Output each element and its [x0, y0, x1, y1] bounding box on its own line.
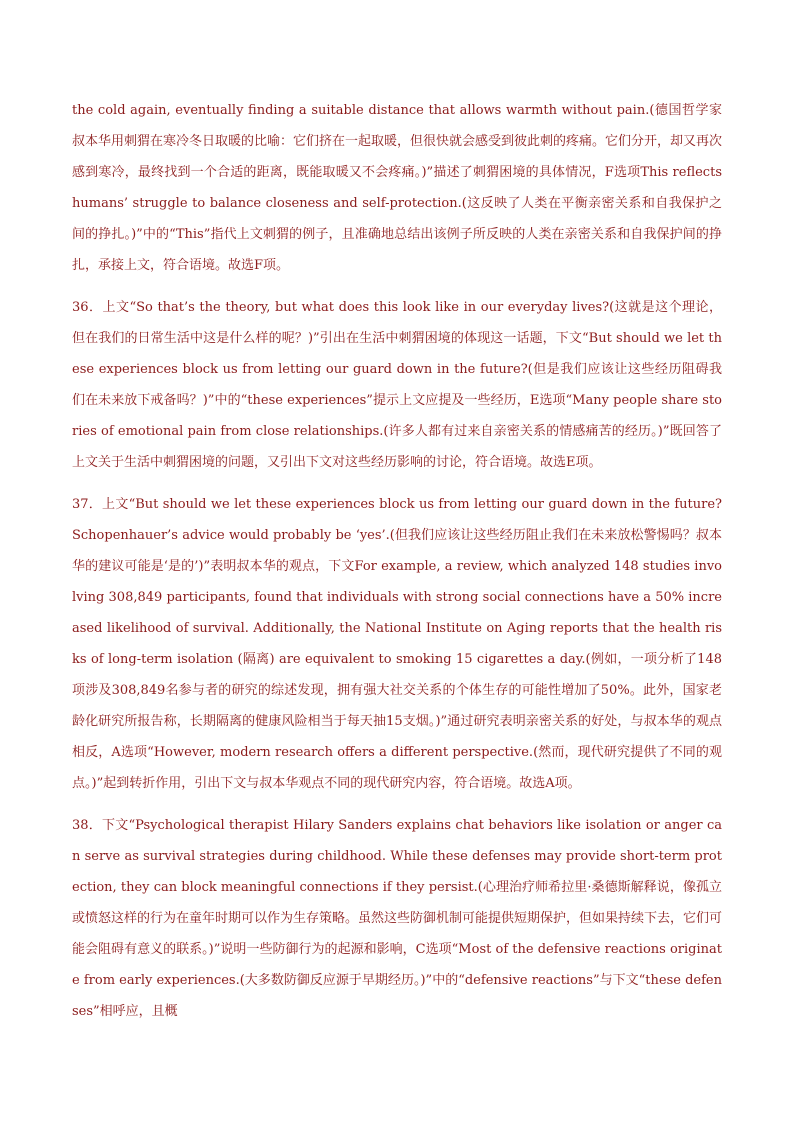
paragraph-hedgehog-summary: the cold again, eventually finding a suitable distance that allows warmth without pain.(德国哲学家叔本华用刺猬在寒冷冬日取暖的比喻：它们挤在一起取暖，但很快就会感受到彼此刺的疼痛。它们分开，却又再次感到寒冷，最终找到一个合适的距离，既能取暖又不会疼痛。)”描述了刺猬困境的具体情况，F选项This reflects humans’ struggle to balance closeness and self-protection.(这反映了人类在平衡亲密关系和自我保护之间的挣扎。)”中的“This”指代上文刺猬的例子，且准确地总结出该例子所反映的人类在亲密关系和自我保护间的挣扎，承接上文，符合语境。故选F项。 [72, 103, 723, 273]
paragraph-question-38: 38．下文“Psychological therapist Hilary Sanders explains chat behaviors like isolation or anger can serve as survival strategies during childhood. While these defenses may provide short-term protection, they can block meaningful connections if they persist.(心理治疗师希拉里·桑德斯解释说，像孤立或愤怒这样的行为在童年时期可以作为生存策略。虽然这些防御机制可能提供短期保护，但如果持续下去，它们可能会阻碍有意义的联系。)”说明一些防御行为的起源和影响，C选项“Most of the defensive reactions originate from early experiences.(大多数防御反应源于早期经历。)”中的“defensive reactions”与下文“these defenses”相呼应，且概 [72, 818, 723, 1019]
paragraph-question-36: 36．上文“So that’s the theory, but what does this look like in our everyday lives?(这就是这个理论，但在我们的日常生活中这是什么样的呢？)”引出在生活中刺猬困境的体现这一话题，下文“But should we let these experiences block us from letting our guard down in the future?(但是我们应该让这些经历阻碍我们在未来放下戒备吗？)”中的“these experiences”提示上文应提及一些经历，E选项“Many people share stories of emotional pain from close relationships.(许多人都有过来自亲密关系的情感痛苦的经历。)”既回答了上文关于生活中刺猬困境的问题，又引出下文对这些经历影响的讨论，符合语境。故选E项。 [72, 300, 722, 470]
paragraph-question-37: 37．上文“But should we let these experiences block us from letting our guard down in the future? Schopenhauer’s advice would probably be ‘yes’.(但我们应该让这些经历阻止我们在未来放松警惕吗？叔本华的建议可能是‘是的’)”表明叔本华的观点，下文For example, a review, which analyzed 148 studies involving 308,849 participants, found that individuals with strong social connections have a 50% increased likelihood of survival. Additionally, the National Institute on Aging reports that the health risks of long-term isolation (隔离) are equivalent to smoking 15 cigarettes a day.(例如，一项分析了148项涉及308,849名参与者的研究的综述发现，拥有强大社交关系的个体生存的可能性增加了50%。此外，国家老龄化研究所报告称，长期隔离的健康风险相当于每天抽15支烟。)”通过研究表明亲密关系的好处，与叔本华的观点相反，A选项“However, modern research offers a different perspective.(然而，现代研究提供了不同的观点。)”起到转折作用，引出下文与叔本华观点不同的现代研究内容，符合语境。故选A项。 [72, 497, 722, 791]
document-page [72, 95, 722, 1038]
